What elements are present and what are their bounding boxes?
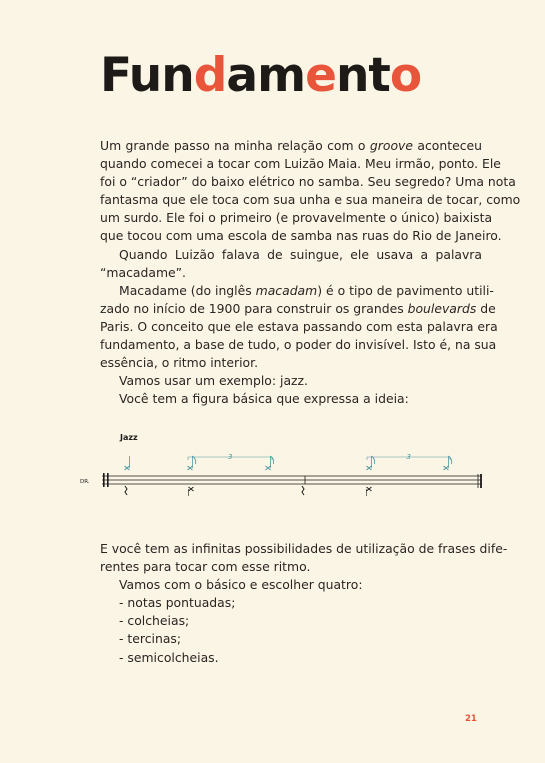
paragraph-3-line-1: Macadame (do inglês macadam) é o tipo de pavimento utili- xyxy=(119,282,494,298)
page-title xyxy=(100,48,422,103)
paragraph-1-line-3: foi o “criador” do baixo elétrico no samba. Seu segredo? Uma nota xyxy=(100,174,516,190)
jazz-label: Jazz xyxy=(120,433,138,442)
paragraph-6 xyxy=(100,540,508,576)
hihat-foot-note xyxy=(189,487,194,491)
notes xyxy=(125,453,452,496)
title-letter: F xyxy=(100,48,129,103)
paragraph-3-line-3: Paris. O conceito que ele estava passando com esta palavra era xyxy=(100,318,498,334)
rest xyxy=(302,486,304,495)
title-letter: u xyxy=(128,48,162,103)
paragraph-6-line-2: rentes para tocar com esse ritmo. xyxy=(100,559,311,575)
page-number: 21 xyxy=(465,714,477,724)
title-letter: n xyxy=(335,48,369,103)
title-letter: d xyxy=(193,48,227,103)
cymbal-note xyxy=(444,466,449,470)
title-letter: o xyxy=(389,48,422,103)
rest xyxy=(125,486,127,495)
text-block-top xyxy=(100,137,521,408)
paragraph-1-line-6: que tocou com uma escola de samba nas ruas do Rio de Janeiro. xyxy=(100,228,502,244)
list-item: - tercinas; xyxy=(119,631,182,647)
cymbal-note xyxy=(125,466,130,470)
paragraph-7: Vamos com o básico e escolher quatro: xyxy=(119,577,363,593)
paragraph-3-line-4: fundamento, a base de tudo, o poder do invisível. Isto é, na sua xyxy=(100,337,497,353)
title-letter: e xyxy=(305,48,336,103)
list-item: - notas pontuadas; xyxy=(119,595,236,611)
list-item: - colcheias; xyxy=(119,613,190,629)
cymbal-note xyxy=(367,466,372,470)
instrument-label: DR. xyxy=(80,479,90,485)
choice-list xyxy=(100,594,482,666)
paragraph-3-line-5: essência, o ritmo interior. xyxy=(100,355,259,371)
paragraph-6-line-1: E você tem as infinitas possibilidades de utilização de frases dife- xyxy=(100,541,508,556)
percussion-clef xyxy=(103,473,105,487)
percussion-clef xyxy=(107,473,109,487)
text-block-bottom xyxy=(100,540,508,667)
drum-notation-svg xyxy=(80,426,485,506)
drum-notation xyxy=(80,426,485,506)
paragraph-1 xyxy=(100,137,521,246)
list-item: - semicolcheias. xyxy=(119,649,219,665)
paragraph-1-line-1: Um grande passo na minha relação com o groove aconteceu xyxy=(100,138,482,153)
paragraph-1-line-2: quando comecei a tocar com Luizão Maia. Meu irmão, ponto. Ele xyxy=(100,156,501,172)
title-letter: n xyxy=(161,48,194,103)
paragraph-1-line-5: um surdo. Ele foi o primeiro (e provavelmente o único) baixista xyxy=(100,210,493,226)
paragraph-2: Quando Luizão falava de suingue, ele usava a palavra “macadame”. xyxy=(100,246,482,280)
paragraph-3-line-2: zado no início de 1900 para construir os grandes boulevards de xyxy=(100,300,496,316)
groove-word: groove xyxy=(369,138,413,153)
title-letter: a xyxy=(226,48,258,103)
cymbal-note xyxy=(266,466,271,470)
cymbal-note xyxy=(188,466,193,470)
paragraph-3 xyxy=(100,282,498,372)
triplet-label: 3 xyxy=(406,453,411,461)
triplet-label: 3 xyxy=(228,453,233,461)
title-letter: m xyxy=(257,48,306,103)
paragraph-4: Vamos usar um exemplo: jazz. xyxy=(119,373,308,389)
paragraph-5: Você tem a figura básica que expressa a ideia: xyxy=(119,391,409,407)
staff xyxy=(102,473,482,488)
hihat-foot-note xyxy=(367,487,372,491)
paragraph-1-line-4: fantasma que ele toca com sua unha e sua maneira de tocar, como xyxy=(100,192,521,208)
title-letter: t xyxy=(368,48,390,103)
